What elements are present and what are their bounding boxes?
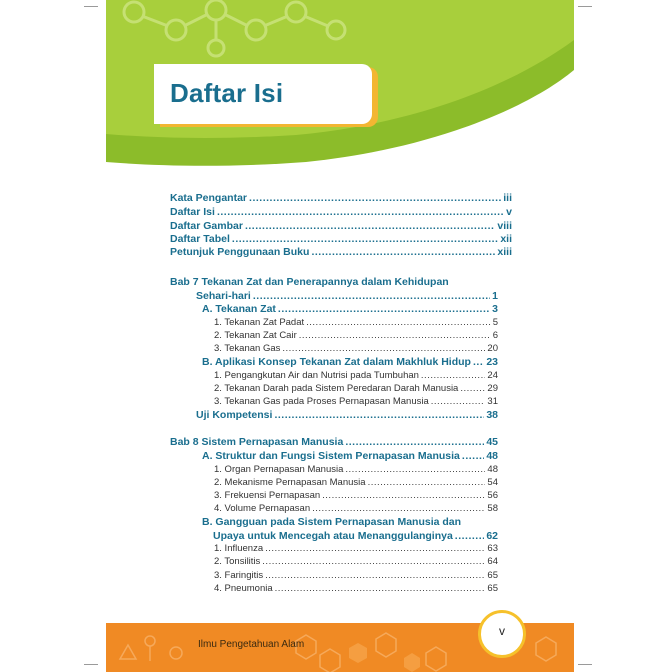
toc-entry-label: 1. Organ Pernapasan Manusia: [214, 464, 344, 475]
toc-entry-label: 2. Mekanisme Pernapasan Manusia: [214, 477, 366, 488]
footer-book-title: Ilmu Pengetahuan Alam: [198, 639, 305, 650]
subsection-7a2[interactable]: [214, 330, 498, 341]
toc-entry-label: Bab 8 Sistem Pernapasan Manusia: [170, 436, 344, 448]
toc-entry-label: 2. Tonsilitis: [214, 556, 261, 567]
chapter-7-title[interactable]: Bab 7 Tekanan Zat dan Penerapannya dalam Kehidupan: [170, 276, 449, 288]
toc-entry-daftar-gambar[interactable]: [170, 220, 512, 232]
toc-entry-label: Sehari-hari: [196, 290, 251, 302]
toc-entry-label: 1. Pengangkutan Air dan Nutrisi pada Tumbuhan: [214, 370, 419, 381]
toc-entry-label: Upaya untuk Mencegah atau Menanggulanginya: [213, 530, 453, 542]
crop-mark: [84, 664, 98, 665]
chapter-8-entry[interactable]: [170, 436, 498, 448]
toc-entry-page: 38: [486, 409, 498, 421]
toc-entry-label: Daftar Tabel: [170, 233, 230, 245]
toc-entry-label: Petunjuk Penggunaan Buku: [170, 246, 310, 258]
toc-entry-page: 20: [487, 343, 498, 354]
toc-entry-page: 48: [487, 464, 498, 475]
toc-entry-label: 2. Tekanan Zat Cair: [214, 330, 297, 341]
subsection-8a1[interactable]: [214, 464, 498, 475]
toc-entry-daftar-isi[interactable]: [170, 206, 512, 218]
toc-entry-page: 6: [492, 330, 498, 341]
toc-entry-page: 48: [486, 450, 498, 462]
toc-entry-page: 56: [487, 490, 498, 501]
section-8a[interactable]: [202, 450, 498, 462]
toc-entry-label: A. Struktur dan Fungsi Sistem Pernapasan Manusia: [202, 450, 460, 462]
subsection-7b3[interactable]: [214, 396, 498, 407]
toc-entry-page: 65: [487, 570, 498, 581]
subsection-7b1[interactable]: [214, 370, 498, 381]
book-page: [106, 0, 574, 672]
toc-entry-page: viii: [497, 220, 512, 232]
toc-entry-label: Daftar Gambar: [170, 220, 243, 232]
toc-entry-label: 4. Volume Pernapasan: [214, 503, 311, 514]
toc-entry-page: 29: [487, 383, 498, 394]
section-7b[interactable]: [202, 356, 498, 368]
toc-entry-page: 58: [487, 503, 498, 514]
toc-entry-label: 3. Tekanan Gas pada Proses Pernapasan Manusia: [214, 396, 429, 407]
toc-entry-page: 3: [492, 303, 498, 315]
subsection-7b2[interactable]: [214, 383, 498, 394]
toc-entry-page: xii: [500, 233, 512, 245]
subsection-8b4[interactable]: [214, 583, 498, 594]
subsection-8b2[interactable]: [214, 556, 498, 567]
toc-entry-label: 3. Frekuensi Pernapasan: [214, 490, 321, 501]
section-8b-title[interactable]: B. Gangguan pada Sistem Pernapasan Manusia dan: [202, 516, 462, 528]
toc-entry-page: 54: [487, 477, 498, 488]
toc-entry-label: 4. Pneumonia: [214, 583, 273, 594]
toc-entry-label: 1. Tekanan Zat Padat: [214, 317, 305, 328]
chapter-7-entry[interactable]: [196, 290, 498, 302]
page-number: v: [499, 624, 505, 638]
crop-mark: [578, 664, 592, 665]
toc-entry-page: 1: [492, 290, 498, 302]
toc-entry-page: 5: [492, 317, 498, 328]
section-7a[interactable]: [202, 303, 498, 315]
page-title: Daftar Isi: [170, 78, 284, 108]
toc-entry-page: 63: [487, 543, 498, 554]
toc-entry-label: Uji Kompetensi: [196, 409, 273, 421]
toc-entry-page: 65: [487, 583, 498, 594]
subsection-8a4[interactable]: [214, 503, 498, 514]
subsection-7a1[interactable]: [214, 317, 498, 328]
section-8b[interactable]: [213, 530, 498, 542]
subsection-7a3[interactable]: [214, 343, 498, 354]
toc-entry-page: 31: [487, 396, 498, 407]
toc-entry-label: 1. Influenza: [214, 543, 264, 554]
toc-entry-page: v: [506, 206, 512, 218]
subsection-8a2[interactable]: [214, 477, 498, 488]
toc-entry-label: A. Tekanan Zat: [202, 303, 276, 315]
toc-entry-page: 23: [486, 356, 498, 368]
toc-entry-label: Kata Pengantar: [170, 192, 248, 204]
toc-entry-page: 24: [487, 370, 498, 381]
crop-mark: [578, 6, 592, 7]
toc-entry-kata-pengantar[interactable]: [170, 192, 512, 204]
toc-entry-daftar-tabel[interactable]: [170, 233, 512, 245]
toc-entry-label: 3. Faringitis: [214, 570, 264, 581]
toc-entry-page: 62: [486, 530, 498, 542]
crop-mark: [84, 6, 98, 7]
toc-entry-page: xiii: [497, 246, 512, 258]
subsection-8b1[interactable]: [214, 543, 498, 554]
toc-entry-page: 64: [487, 556, 498, 567]
toc-entry-page: 45: [486, 436, 498, 448]
subsection-8a3[interactable]: [214, 490, 498, 501]
uji-kompetensi-7[interactable]: [196, 409, 498, 421]
toc-entry-petunjuk[interactable]: [170, 246, 512, 258]
toc-entry-label: Daftar Isi: [170, 206, 215, 218]
toc-entry-label: B. Aplikasi Konsep Tekanan Zat dalam Makhluk Hidup: [202, 356, 471, 368]
subsection-8b3[interactable]: [214, 570, 498, 581]
toc-entry-label: 2. Tekanan Darah pada Sistem Peredaran Darah Manusia: [214, 383, 459, 394]
toc-entry-page: iii: [503, 192, 512, 204]
toc-entry-label: 3. Tekanan Gas: [214, 343, 281, 354]
